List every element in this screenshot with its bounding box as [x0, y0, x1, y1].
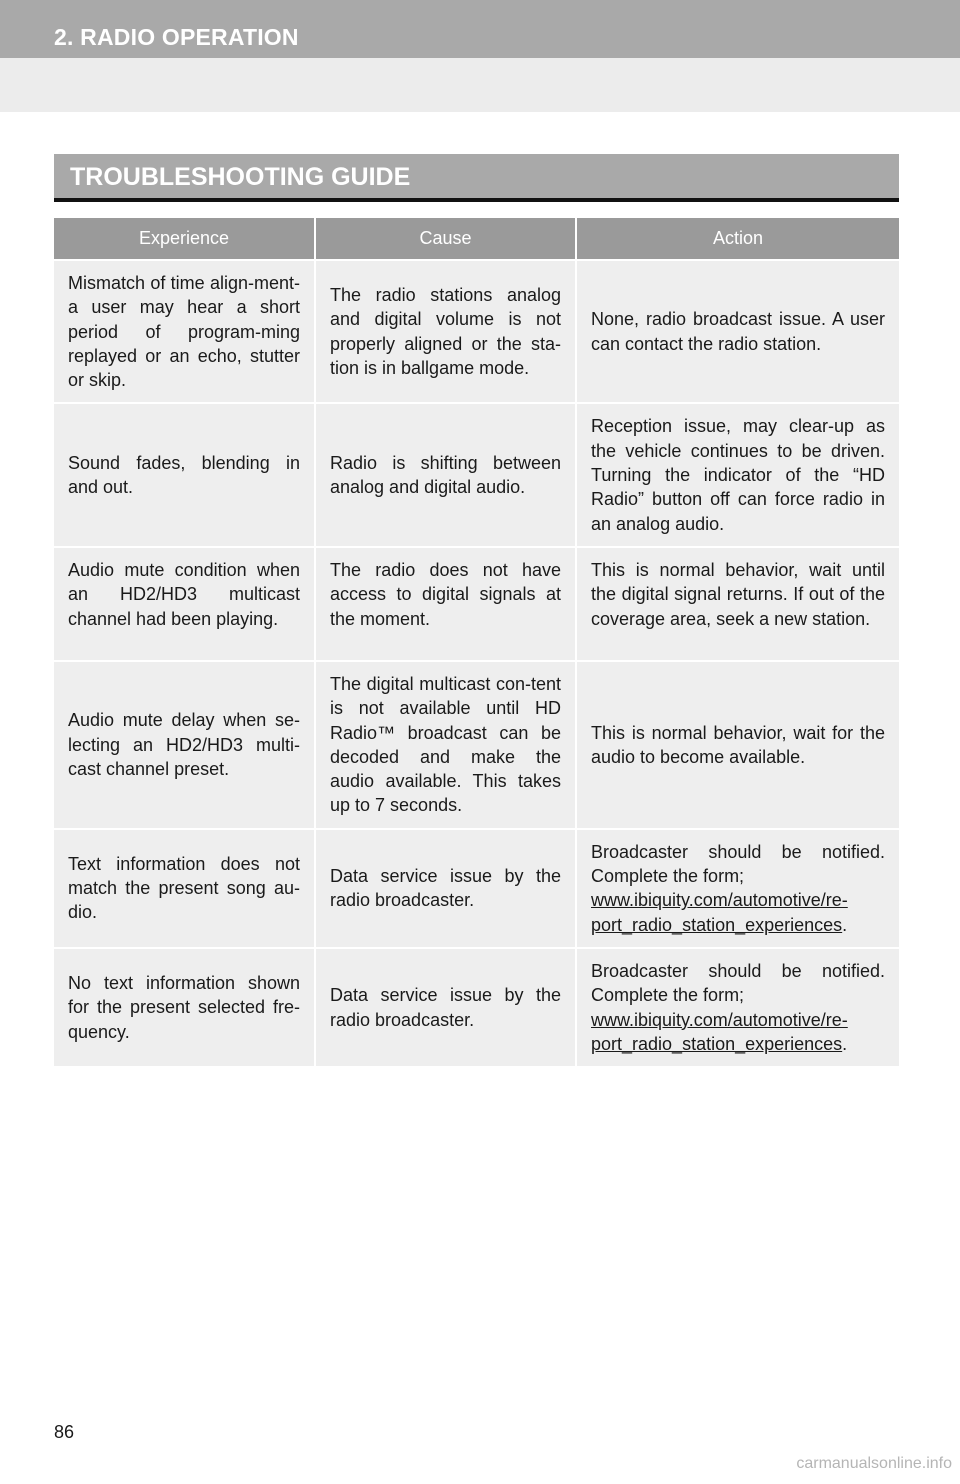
table-row [54, 661, 899, 829]
action-cell: None, radio broadcast issue. A user can contact the radio station. [576, 260, 899, 403]
cause-cell: Data service issue by the radio broadcaster. [315, 948, 576, 1066]
url-suffix: . [842, 914, 848, 935]
action-cell [576, 948, 899, 1066]
experience-cell: Mismatch of time align-ment- a user may hear a short period of program-ming replayed or an echo, stutter or skip. [54, 260, 315, 403]
troubleshooting-table [54, 218, 899, 1066]
experience-cell: Audio mute condition when an HD2/HD3 multicast channel had been playing. [54, 547, 315, 661]
chapter-title: 2. RADIO OPERATION [54, 24, 299, 50]
action-cell: Reception issue, may clear-up as the vehicle continues to be driven. Turning the indicator of the “HD Radio” button off can force radio in an analog audio. [576, 403, 899, 546]
table-header-row [54, 218, 899, 260]
page-number: 86 [54, 1422, 75, 1442]
action-cell [576, 829, 899, 948]
table-row [54, 403, 899, 546]
column-header-experience: Experience [54, 218, 315, 260]
cause-cell: The radio stations analog and digital volume is not properly aligned or the sta-tion is in ballgame mode. [315, 260, 576, 403]
action-cell: This is normal behavior, wait for the audio to become available. [576, 661, 899, 829]
cause-cell: The radio does not have access to digital signals at the moment. [315, 547, 576, 661]
section-header [54, 154, 899, 202]
url-suffix: . [842, 1033, 848, 1054]
table-row [54, 547, 899, 661]
chapter-bar [0, 0, 960, 58]
experience-cell: Audio mute delay when se-lecting an HD2/HD3 multi-cast channel preset. [54, 661, 315, 829]
experience-cell: Text information does not match the present song au-dio. [54, 829, 315, 948]
experience-cell: No text information shown for the present selected fre-quency. [54, 948, 315, 1066]
watermark: carmanualsonline.info [796, 1455, 952, 1472]
table-row [54, 829, 899, 948]
action-text: Broadcaster should be notified. Complete the form; [591, 841, 885, 887]
report-url-link[interactable]: www.ibiquity.com/automotive/re- port_radio_station_experiences [591, 890, 848, 935]
table-row [54, 260, 899, 403]
section-title: TROUBLESHOOTING GUIDE [70, 163, 411, 191]
column-header-cause: Cause [315, 218, 576, 260]
report-url-link[interactable]: www.ibiquity.com/automotive/re- port_radio_station_experiences [591, 1009, 848, 1054]
column-header-action: Action [576, 218, 899, 260]
cause-cell: The digital multicast con-tent is not available until HD Radio™ broadcast can be decoded and make the audio available. This takes up to 7 seconds. [315, 661, 576, 829]
cause-cell: Radio is shifting between analog and digital audio. [315, 403, 576, 546]
action-text: Broadcaster should be notified. Complete the form; [591, 960, 885, 1006]
experience-cell: Sound fades, blending in and out. [54, 403, 315, 546]
action-cell: This is normal behavior, wait until the digital signal returns. If out of the coverage area, seek a new station. [576, 547, 899, 661]
cause-cell: Data service issue by the radio broadcaster. [315, 829, 576, 948]
table-row [54, 948, 899, 1066]
